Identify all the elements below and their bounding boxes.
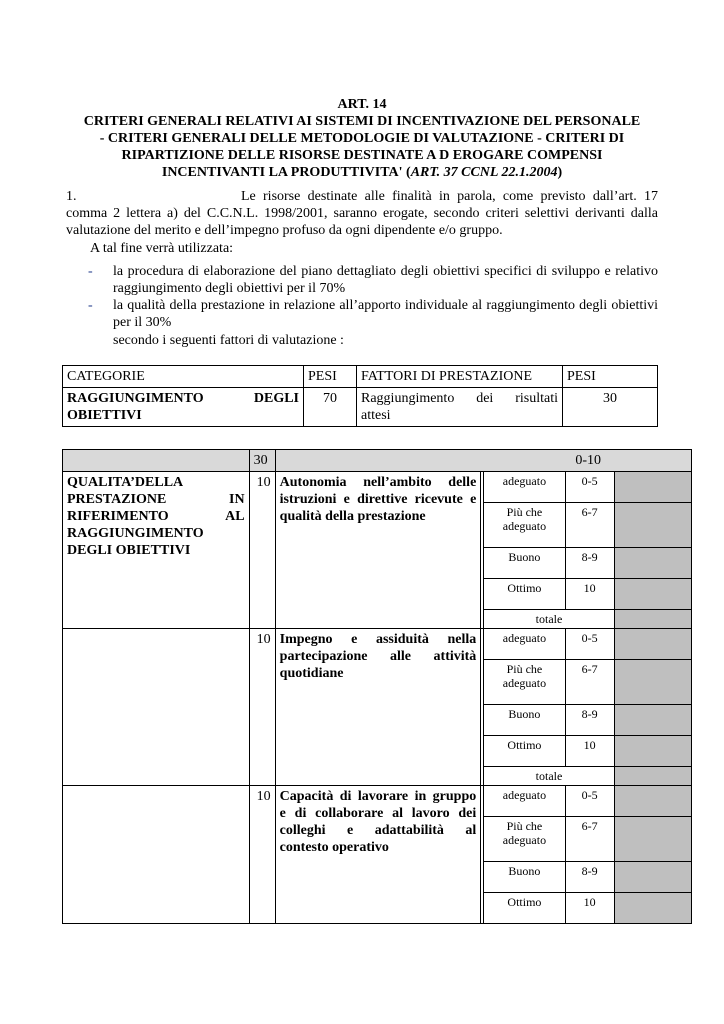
category-line: QUALITA’DELLA xyxy=(67,475,184,490)
paragraph-1 xyxy=(66,188,658,239)
category-line: PRESTAZIONE IN xyxy=(67,492,245,507)
table-cell xyxy=(63,450,250,472)
score-input[interactable] xyxy=(614,817,691,862)
paragraph-3: secondo i seguenti fattori di valutazione : xyxy=(113,333,344,348)
evaluation-table xyxy=(62,449,692,924)
weights-table xyxy=(62,365,658,427)
table-header: FATTORI DI PRESTAZIONE xyxy=(357,366,563,388)
table-row xyxy=(63,786,692,817)
table-header: 0-10 xyxy=(275,450,691,472)
level-range: 6-7 xyxy=(565,817,614,862)
factor-line: Capacità di lavorare in gruppo xyxy=(279,789,477,804)
article-number: ART. 14 xyxy=(337,97,387,112)
table-row xyxy=(63,629,692,660)
level-label: Più che adeguato xyxy=(484,503,565,548)
score-input[interactable] xyxy=(614,660,691,705)
factor-line: quotidiane xyxy=(279,666,344,681)
title-reference: ART. 37 CCNL 22.1.2004 xyxy=(410,165,558,180)
table-row xyxy=(63,472,692,503)
title-line: - CRITERI GENERALI DELLE METODOLOGIE DI VALUTAZIONE - CRITERI DI xyxy=(99,131,625,146)
factor-line: Autonomia nell’ambito delle xyxy=(279,475,477,490)
level-label: Più che adeguato xyxy=(484,660,565,705)
score-input[interactable] xyxy=(614,862,691,893)
level-label: adeguato xyxy=(484,629,565,660)
table-cell: RAGGIUNGIMENTO DEGLI OBIETTIVI xyxy=(63,388,304,427)
total-label: totale xyxy=(484,610,614,629)
level-range: 10 xyxy=(565,736,614,767)
factor-line: istruzioni e direttive ricevute e xyxy=(279,492,477,507)
factor-line: qualità della prestazione xyxy=(279,509,426,524)
paragraph-text: Le risorse destinate alle finalità in parola, come previsto dall’art. 17 comma 2 lettera a) del C.C.N.L. 1998/2001, saranno erogate, secondo criteri selettivi derivanti dalla valutazione del merito e dell’impegno profuso da ogni dipendente e/o gruppo. xyxy=(66,189,658,238)
table-header: PESI xyxy=(304,366,357,388)
level-range: 10 xyxy=(565,579,614,610)
score-input[interactable] xyxy=(614,579,691,610)
level-label: Più che adeguato xyxy=(484,817,565,862)
score-input[interactable] xyxy=(614,893,691,924)
total-input[interactable] xyxy=(614,767,691,786)
score-input[interactable] xyxy=(614,503,691,548)
table-header: 30 xyxy=(249,450,275,472)
factor-cell xyxy=(275,629,481,786)
level-range: 0-5 xyxy=(565,629,614,660)
category-line: RAGGIUNGIMENTO xyxy=(67,526,204,541)
list-item: - la procedura di elaborazione del piano dettagliato degli obiettivi specifici di sviluppo e relativo raggiungimento degli obiettivi per il 70% xyxy=(88,264,658,296)
title-line: RIPARTIZIONE DELLE RISORSE DESTINATE A D EROGARE COMPENSI xyxy=(121,148,603,163)
list-item: - la qualità della prestazione in relazione all’apporto individuale al raggiungimento degli obiettivi per il 30% xyxy=(88,298,658,330)
level-label: adeguato xyxy=(484,472,565,503)
level-range: 0-5 xyxy=(565,786,614,817)
total-input[interactable] xyxy=(614,610,691,629)
table-header: PESI xyxy=(563,366,658,388)
paragraph-number: 1. xyxy=(66,189,77,204)
level-range: 8-9 xyxy=(565,705,614,736)
level-label: adeguato xyxy=(484,786,565,817)
factor-line: contesto operativo xyxy=(279,840,389,855)
title-line: INCENTIVANTI LA PRODUTTIVITA' (ART. 37 CCNL 22.1.2004) xyxy=(161,165,563,180)
total-label: totale xyxy=(484,767,614,786)
factor-cell xyxy=(275,786,481,924)
level-label: Ottimo xyxy=(484,579,565,610)
table-header: CATEGORIE xyxy=(63,366,304,388)
level-label: Ottimo xyxy=(484,893,565,924)
level-range: 0-5 xyxy=(565,472,614,503)
level-range: 8-9 xyxy=(565,862,614,893)
table-header-row xyxy=(63,450,692,472)
factor-line: partecipazione alle attività xyxy=(279,649,477,664)
title-line: CRITERI GENERALI RELATIVI AI SISTEMI DI INCENTIVAZIONE DEL PERSONALE xyxy=(83,114,641,129)
level-label: Buono xyxy=(484,705,565,736)
weight-cell: 10 xyxy=(249,629,275,786)
level-label: Buono xyxy=(484,548,565,579)
score-input[interactable] xyxy=(614,736,691,767)
weight-cell: 10 xyxy=(249,472,275,629)
table-row xyxy=(63,388,658,427)
factor-line: colleghi e adattabilità al xyxy=(279,823,477,838)
level-range: 8-9 xyxy=(565,548,614,579)
level-range: 6-7 xyxy=(565,503,614,548)
dash-marker: - xyxy=(88,298,93,313)
factor-line: Impegno e assiduità nella xyxy=(279,632,477,647)
category-cell xyxy=(63,629,250,786)
paragraph-2: A tal fine verrà utilizzata: xyxy=(90,241,234,256)
category-cell xyxy=(63,786,250,924)
table-cell: 70 xyxy=(304,388,357,427)
score-input[interactable] xyxy=(614,548,691,579)
factor-line: e di collaborare al lavoro dei xyxy=(279,806,477,821)
category-line: RIFERIMENTO AL xyxy=(67,509,245,524)
category-cell xyxy=(63,472,250,629)
score-input[interactable] xyxy=(614,472,691,503)
weight-cell: 10 xyxy=(249,786,275,924)
level-range: 10 xyxy=(565,893,614,924)
criteria-list xyxy=(88,263,658,331)
table-cell: Raggiungimento dei risultati attesi xyxy=(357,388,563,427)
level-label: Buono xyxy=(484,862,565,893)
level-range: 6-7 xyxy=(565,660,614,705)
table-header-row xyxy=(63,366,658,388)
level-label: Ottimo xyxy=(484,736,565,767)
score-input[interactable] xyxy=(614,705,691,736)
table-cell: 30 xyxy=(563,388,658,427)
score-input[interactable] xyxy=(614,629,691,660)
dash-marker: - xyxy=(88,264,93,279)
factor-cell xyxy=(275,472,481,629)
category-line: DEGLI OBIETTIVI xyxy=(67,543,191,558)
score-input[interactable] xyxy=(614,786,691,817)
article-title xyxy=(66,113,658,181)
